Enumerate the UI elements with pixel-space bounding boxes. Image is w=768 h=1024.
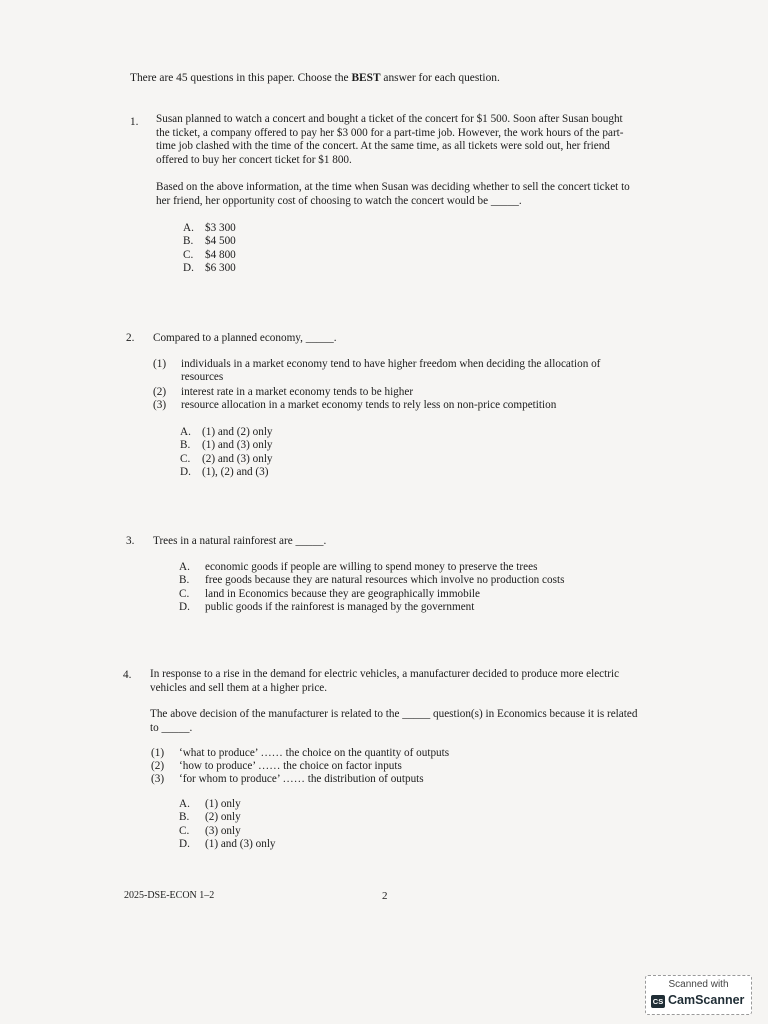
- question-2-statement-1: (1) individuals in a market economy tend to have higher freedom when deciding the allocation of resources: [153, 358, 601, 384]
- text-line: vehicles and sell them at a higher price.: [150, 681, 328, 694]
- question-4-scenario: [150, 668, 646, 695]
- option-b: B. (2) only: [179, 811, 241, 824]
- option-a: A. economic goods if people are willing to spend money to preserve the trees: [179, 561, 538, 573]
- text-line: In response to a rise in the demand for electric vehicles, a manufacturer decided to produce more electric: [150, 668, 620, 680]
- question-1-options: [183, 222, 236, 276]
- instructions-text-end: answer for each question.: [380, 72, 500, 84]
- option-d: D. (1), (2) and (3): [180, 466, 269, 479]
- question-2-options: [180, 426, 273, 480]
- text-line: Susan planned to watch a concert and bought a ticket of the concert for $1 500. Soon after Susan bought: [156, 113, 623, 125]
- question-4-number: 4.: [123, 669, 132, 681]
- option-b: B. (1) and (3) only: [180, 439, 273, 452]
- option-a: A. (1) and (2) only: [180, 426, 273, 438]
- option-c: C. $4 800: [183, 248, 236, 261]
- option-c: C. (3) only: [179, 824, 241, 837]
- camscanner-logo-icon: CS: [652, 997, 664, 1006]
- question-1-scenario: [156, 113, 652, 167]
- text-line: The above decision of the manufacturer is related to the _____ question(s) in Economics because it is related: [150, 708, 638, 720]
- question-4-stem: [150, 708, 646, 735]
- scanned-with-label: Scanned with: [668, 979, 729, 990]
- question-4-statement-2: (2) ‘how to produce’ …… the choice on factor inputs: [151, 760, 402, 772]
- text-line: offered to buy her concert ticket for $1 800.: [156, 153, 352, 166]
- text-line: her friend, her opportunity cost of choosing to watch the concert would be _____.: [156, 194, 522, 207]
- instructions-bold: BEST: [351, 72, 381, 84]
- question-2-statement-3: (3) resource allocation in a market economy tends to rely less on non-price competition: [153, 399, 557, 411]
- option-a: A. $3 300: [183, 222, 236, 234]
- question-1-number: 1.: [130, 116, 139, 128]
- question-3-stem: Trees in a natural rainforest are _____.: [153, 535, 327, 547]
- question-4-options: [179, 798, 276, 852]
- option-d: D. public goods if the rainforest is managed by the government: [179, 601, 475, 614]
- text-line: time job clashed with the time of the concert. At the same time, as all tickets were sold out, her friend: [156, 140, 610, 152]
- question-3-options: [179, 561, 564, 615]
- instructions-text: There are 45 questions in this paper. Choose the: [130, 72, 352, 84]
- question-4-statement-1: (1) ‘what to produce’ …… the choice on the quantity of outputs: [151, 747, 450, 759]
- page-number: 2: [382, 890, 388, 902]
- option-d: D. (1) and (3) only: [179, 838, 276, 851]
- question-3-number: 3.: [126, 535, 135, 547]
- option-c: C. land in Economics because they are geographically immobile: [179, 587, 480, 600]
- option-b: B. $4 500: [183, 235, 236, 248]
- option-d: D. $6 300: [183, 262, 236, 275]
- camscanner-name: CamScanner: [668, 993, 745, 1007]
- paper-code: 2025-DSE-ECON 1–2: [124, 890, 215, 901]
- question-1-stem: [156, 181, 652, 208]
- question-4-statement-3: (3) ‘for whom to produce’ …… the distribution of outputs: [151, 773, 424, 785]
- question-2-number: 2.: [126, 332, 135, 344]
- option-a: A. (1) only: [179, 798, 241, 810]
- option-c: C. (2) and (3) only: [180, 452, 273, 465]
- instructions: [130, 72, 500, 84]
- option-b: B. free goods because they are natural resources which involve no production costs: [179, 574, 565, 587]
- question-2-statement-2: (2) interest rate in a market economy tends to be higher: [153, 386, 414, 398]
- question-2-stem: Compared to a planned economy, _____.: [153, 332, 337, 344]
- text-line: Based on the above information, at the time when Susan was deciding whether to sell the concert ticket to: [156, 181, 630, 193]
- camscanner-badge: [645, 975, 752, 1015]
- text-line: to _____.: [150, 721, 193, 734]
- text-line: the ticket, a company offered to pay her $3 000 for a part-time job. However, the work hours of the part-: [156, 126, 624, 139]
